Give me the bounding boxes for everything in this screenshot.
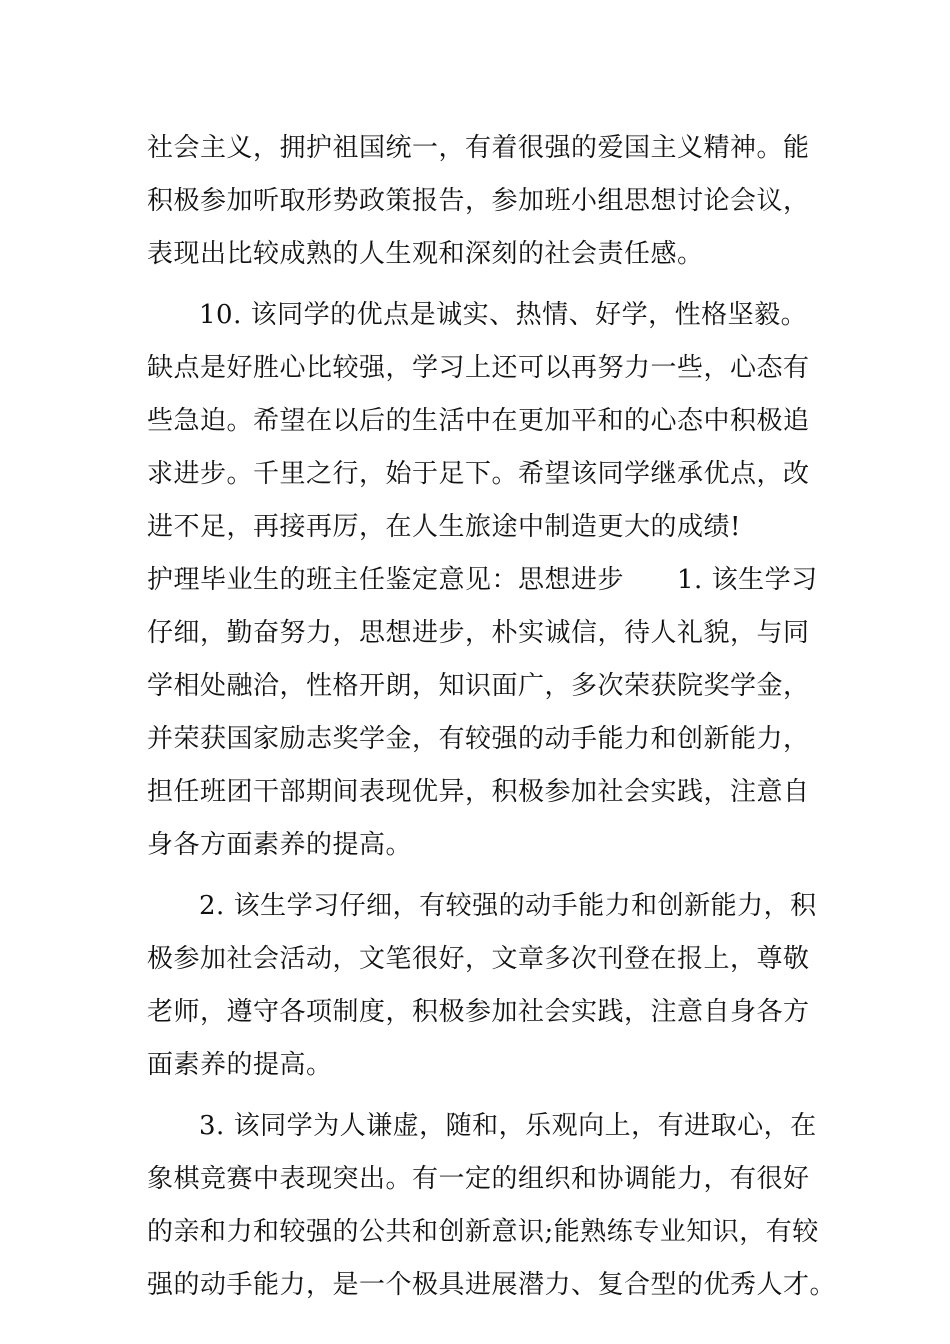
text-line: 学相处融洽，性格开朗，知识面广，多次荣获院奖学金， xyxy=(147,671,810,701)
text-line: 的亲和力和较强的公共和创新意识;能熟练专业知识，有较 xyxy=(147,1217,819,1247)
document-body xyxy=(147,122,837,1312)
text-line: 并荣获国家励志奖学金，有较强的动手能力和创新能力， xyxy=(147,724,810,754)
text-line: 身各方面素养的提高。 xyxy=(147,830,413,860)
text-line: 面素养的提高。 xyxy=(147,1050,333,1080)
text-line: 极参加社会活动，文笔很好，文章多次刊登在报上，尊敬 xyxy=(147,944,810,974)
text-line: 进不足，再接再厉，在人生旅途中制造更大的成绩! xyxy=(147,512,741,542)
text-line: 3. 该同学为人谦虚，随和，乐观向上，有进取心，在 xyxy=(199,1111,817,1141)
text-line: 求进步。千里之行，始于足下。希望该同学继承优点，改 xyxy=(147,459,810,489)
text-line: 象棋竞赛中表现突出。有一定的组织和协调能力，有很好 xyxy=(147,1164,810,1194)
text-line: 仔细，勤奋努力，思想进步，朴实诚信，待人礼貌，与同 xyxy=(147,618,810,648)
text-line: 担任班团干部期间表现优异，积极参加社会实践，注意自 xyxy=(147,777,810,807)
text-line: 表现出比较成熟的人生观和深刻的社会责任感。 xyxy=(147,239,704,269)
text-line: 护理毕业生的班主任鉴定意见：思想进步 1. 该生学习 xyxy=(147,565,818,595)
paragraph-gap xyxy=(147,1092,809,1100)
text-line: 些急迫。希望在以后的生活中在更加平和的心态中积极追 xyxy=(147,406,810,436)
text-line: 社会主义，拥护祖国统一，有着很强的爱国主义精神。能 xyxy=(147,133,810,163)
text-line: 缺点是好胜心比较强，学习上还可以再努力一些，心态有 xyxy=(147,353,810,383)
paragraph-gap xyxy=(147,281,809,289)
text-line: 2. 该生学习仔细，有较强的动手能力和创新能力，积 xyxy=(199,891,817,921)
text-line: 老师，遵守各项制度，积极参加社会实践，注意自身各方 xyxy=(147,997,810,1027)
text-line: 积极参加听取形势政策报告，参加班小组思想讨论会议， xyxy=(147,186,810,216)
text-line: 强的动手能力，是一个极具进展潜力、复合型的优秀人才。 xyxy=(147,1270,837,1300)
text-line: 10. 该同学的优点是诚实、热情、好学，性格坚毅。 xyxy=(199,300,808,330)
paragraph-gap xyxy=(147,872,809,880)
